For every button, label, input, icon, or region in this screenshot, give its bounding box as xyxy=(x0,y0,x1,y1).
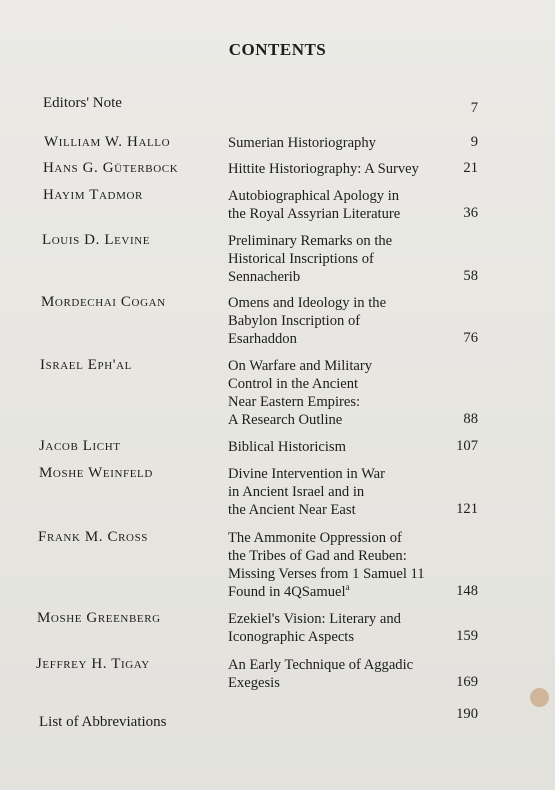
editors-note-page: 7 xyxy=(470,100,478,116)
entry-author: Mordechai Cogan xyxy=(41,294,166,310)
entry-title-text: Sumerian Historiography xyxy=(228,135,376,151)
entry-title-line xyxy=(228,375,453,393)
entry-author: William W. Hallo xyxy=(44,134,171,150)
entry-title-text: An Early Technique of Aggadic xyxy=(228,657,414,673)
editors-note-label: Editors' Note xyxy=(43,95,122,111)
entry-title-text: Near Eastern Empires: xyxy=(228,394,361,410)
entry-title-text: in Ancient Israel and in xyxy=(228,484,365,500)
entry-title xyxy=(228,610,453,646)
contents-heading: CONTENTS xyxy=(228,40,327,59)
entry-title-text: Historical Inscriptions of xyxy=(228,251,374,267)
entry-author: Louis D. Levine xyxy=(42,232,151,248)
entry-title-text: Preliminary Remarks on the xyxy=(228,233,393,249)
entry-title-text: Sennacherib xyxy=(228,269,301,285)
entry-title xyxy=(228,656,453,692)
entry-page-number: 88 xyxy=(463,411,478,427)
entry-author: Israel Eph'al xyxy=(40,357,132,373)
entry-title-line xyxy=(228,134,453,152)
entry-title-line xyxy=(228,312,453,330)
entry-title-text: the Tribes of Gad and Reuben: xyxy=(228,548,407,564)
entry-title-line xyxy=(228,565,453,583)
entry-title-line xyxy=(228,357,453,375)
entry-title-text: Esarhaddon xyxy=(228,331,297,347)
entry-title-line xyxy=(228,250,453,268)
entry-page-number: 107 xyxy=(456,438,478,454)
entry-author: Jeffrey H. Tigay xyxy=(36,656,150,672)
entry-author: Moshe Greenberg xyxy=(37,610,161,626)
entry-superscript: a xyxy=(345,582,350,593)
abbreviations-page: 190 xyxy=(456,706,478,722)
entry-title xyxy=(228,465,453,519)
entry-author: Moshe Weinfeld xyxy=(39,465,153,481)
entry-title-line xyxy=(228,610,453,628)
entry-title xyxy=(228,187,453,223)
entry-title-line xyxy=(228,583,453,601)
entry-page-number: 169 xyxy=(456,674,478,690)
entry-title xyxy=(228,160,453,178)
entry-title-line xyxy=(228,483,453,501)
entry-title-text: Autobiographical Apology in xyxy=(228,188,400,204)
entry-title-line xyxy=(228,330,453,348)
entry-title-line xyxy=(228,268,453,286)
entry-title-text: Hittite Historiography: A Survey xyxy=(228,161,419,177)
entry-title-text: Omens and Ideology in the xyxy=(228,295,387,311)
entry-title-text: On Warfare and Military xyxy=(228,358,373,374)
abbreviations-label: List of Abbreviations xyxy=(39,714,167,730)
entry-title-line xyxy=(228,628,453,646)
entry-title-line xyxy=(228,393,453,411)
entry-title-text: the Royal Assyrian Literature xyxy=(228,206,401,222)
entry-title xyxy=(228,232,453,286)
entry-page-number: 58 xyxy=(463,268,478,284)
entry-page-number: 21 xyxy=(463,160,478,176)
entry-title-line xyxy=(228,160,453,178)
entry-title xyxy=(228,294,453,348)
entry-title-text: Biblical Historicism xyxy=(228,439,346,455)
entry-title-line xyxy=(228,674,453,692)
entry-title-text: Ezekiel's Vision: Literary and xyxy=(228,611,401,627)
entry-title-line xyxy=(228,205,453,223)
entry-title-text: Exegesis xyxy=(228,675,280,691)
entry-author: Hayim Tadmor xyxy=(43,187,143,203)
entry-page-number: 159 xyxy=(456,628,478,644)
entry-page-number: 148 xyxy=(456,583,478,599)
entry-author: Jacob Licht xyxy=(39,438,121,454)
entry-title-text: The Ammonite Oppression of xyxy=(228,530,402,546)
entry-title-text: the Ancient Near East xyxy=(228,502,356,518)
entry-title xyxy=(228,438,453,456)
entry-title-text: Found in 4QSamuel xyxy=(228,584,346,600)
entry-title-line xyxy=(228,465,453,483)
entry-title-text: Control in the Ancient xyxy=(228,376,359,392)
entry-author: Hans G. Güterbock xyxy=(43,160,179,176)
entry-page-number: 36 xyxy=(463,205,478,221)
entry-title xyxy=(228,529,453,601)
entry-title-line xyxy=(228,232,453,250)
entry-title-line xyxy=(228,501,453,519)
paper-stain xyxy=(530,688,549,707)
entry-title-line xyxy=(228,411,453,429)
entry-title-line xyxy=(228,529,453,547)
entry-title-text: A Research Outline xyxy=(228,412,343,428)
entry-title-line xyxy=(228,547,453,565)
entry-title-line xyxy=(228,294,453,312)
entry-title-line xyxy=(228,438,453,456)
entry-title-line xyxy=(228,656,453,674)
entry-title-text: Divine Intervention in War xyxy=(228,466,386,482)
entry-title-text: Missing Verses from 1 Samuel 11 xyxy=(228,566,425,582)
entry-page-number: 9 xyxy=(470,134,478,150)
entry-author: Frank M. Cross xyxy=(38,529,149,545)
entry-title-text: Babylon Inscription of xyxy=(228,313,361,329)
entry-page-number: 76 xyxy=(463,330,478,346)
entry-title xyxy=(228,357,453,429)
entry-title xyxy=(228,134,453,152)
entry-title-line xyxy=(228,187,453,205)
entry-page-number: 121 xyxy=(456,501,478,517)
entry-title-text: Iconographic Aspects xyxy=(228,629,355,645)
